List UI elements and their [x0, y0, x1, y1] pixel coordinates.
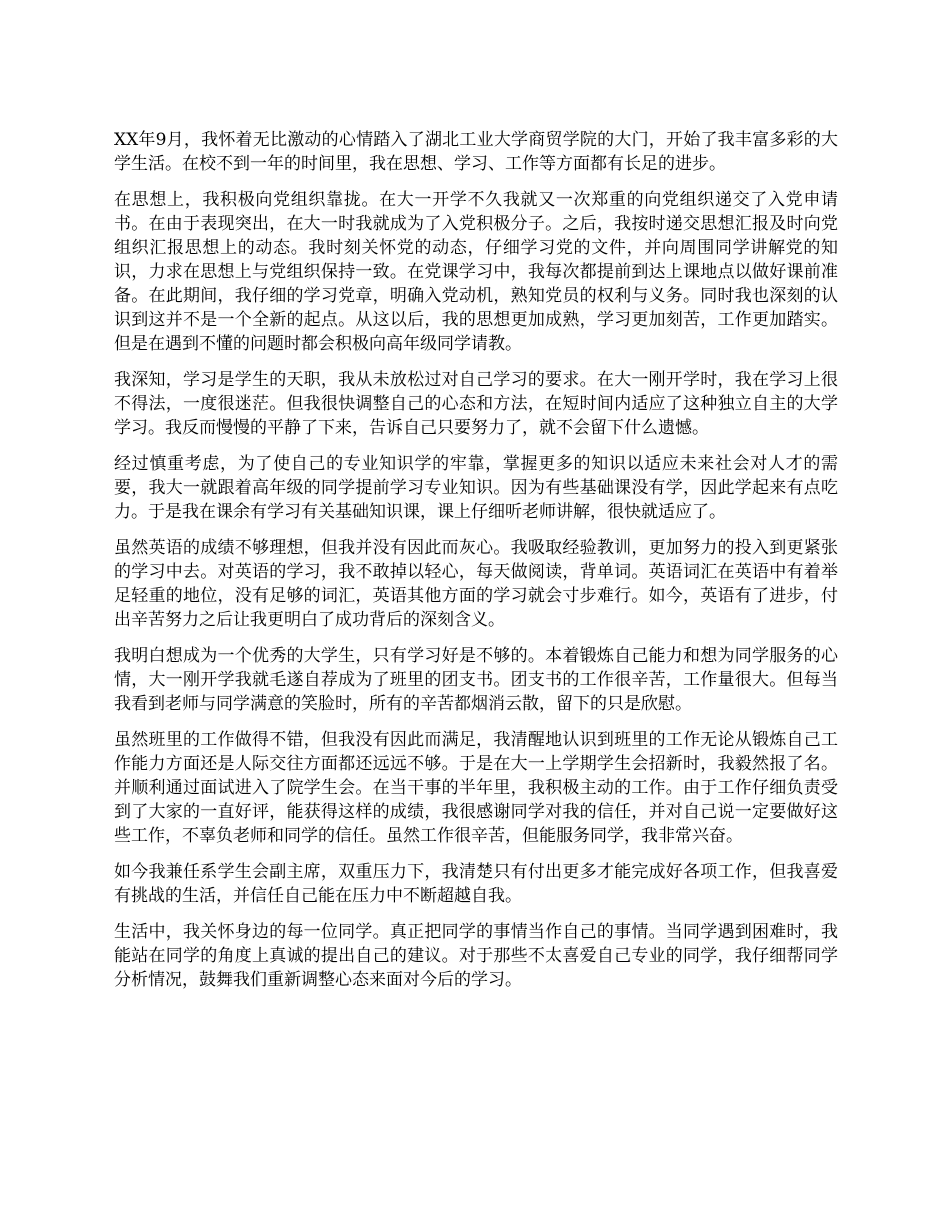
paragraph-9: 生活中，我关怀身边的每一位同学。真正把同学的事情当作自己的事情。当同学遇到困难时，我能站在同学的角度上真诚的提出自己的建议。对于那些不太喜爱自己专业的同学，我仔细帮同学分析情况，鼓舞我们重新调整心态来面对今后的学习。: [114, 922, 838, 990]
paragraph-8: 如今我兼任系学生会副主席，双重压力下，我清楚只有付出更多才能完成好各项工作，但我喜爱有挑战的生活，并信任自己能在压力中不断超越自我。: [114, 862, 838, 906]
paragraph-7: 虽然班里的工作做得不错，但我没有因此而满足，我清醒地认识到班里的工作无论从锻炼自己工作能力方面还是人际交往方面都还远远不够。于是在大一上学期学生会招新时，我毅然报了名。并顺利通过面试进入了院学生会。在当干事的半年里，我积极主动的工作。由于工作仔细负责受到了大家的一直好评，能获得这样的成绩，我很感谢同学对我的信任，并对自己说一定要做好这些工作，不辜负老师和同学的信任。虽然工作很辛苦，但能服务同学，我非常兴奋。: [114, 730, 838, 846]
paragraph-2: 在思想上，我积极向党组织靠拢。在大一开学不久我就又一次郑重的向党组织递交了入党申请书。在由于表现突出，在大一时我就成为了入党积极分子。之后，我按时递交思想汇报及时向党组织汇报思想上的动态。我时刻关怀党的动态，仔细学习党的文件，并向周围同学讲解党的知识，力求在思想上与党组织保持一致。在党课学习中，我每次都提前到达上课地点以做好课前准备。在此期间，我仔细的学习党章，明确入党动机，熟知党员的权利与义务。同时我也深刻的认识到这并不是一个全新的起点。从这以后，我的思想更加成熟，学习更加刻苦，工作更加踏实。但是在遇到不懂的问题时都会积极向高年级同学请教。: [114, 190, 838, 354]
paragraph-5: 虽然英语的成绩不够理想，但我并没有因此而灰心。我吸取经验教训，更加努力的投入到更紧张的学习中去。对英语的学习，我不敢掉以轻心，每天做阅读，背单词。英语词汇在英语中有着举足轻重的地位，没有足够的词汇，英语其他方面的学习就会寸步难行。如今，英语有了进步，付出辛苦努力之后让我更明白了成功背后的深刻含义。: [114, 538, 838, 630]
paragraph-3: 我深知，学习是学生的天职，我从未放松过对自己学习的要求。在大一刚开学时，我在学习上很不得法，一度很迷茫。但我很快调整自己的心态和方法，在短时间内适应了这种独立自主的大学学习。我反而慢慢的平静了下来，告诉自己只要努力了，就不会留下什么遗憾。: [114, 370, 838, 438]
paragraph-6: 我明白想成为一个优秀的大学生，只有学习好是不够的。本着锻炼自己能力和想为同学服务的心情，大一刚开学我就毛遂自荐成为了班里的团支书。团支书的工作很辛苦，工作量很大。但每当我看到老师与同学满意的笑脸时，所有的辛苦都烟消云散，留下的只是欣慰。: [114, 646, 838, 714]
document-body: [114, 128, 838, 1004]
paragraph-1: XX年9月，我怀着无比激动的心情踏入了湖北工业大学商贸学院的大门，开始了我丰富多彩的大学生活。在校不到一年的时间里，我在思想、学习、工作等方面都有长足的进步。: [114, 130, 838, 174]
paragraph-4: 经过慎重考虑，为了使自己的专业知识学的牢靠，掌握更多的知识以适应未来社会对人才的需要，我大一就跟着高年级的同学提前学习专业知识。因为有些基础课没有学，因此学起来有点吃力。于是我在课余有学习有关基础知识课，课上仔细听老师讲解，很快就适应了。: [114, 454, 838, 522]
